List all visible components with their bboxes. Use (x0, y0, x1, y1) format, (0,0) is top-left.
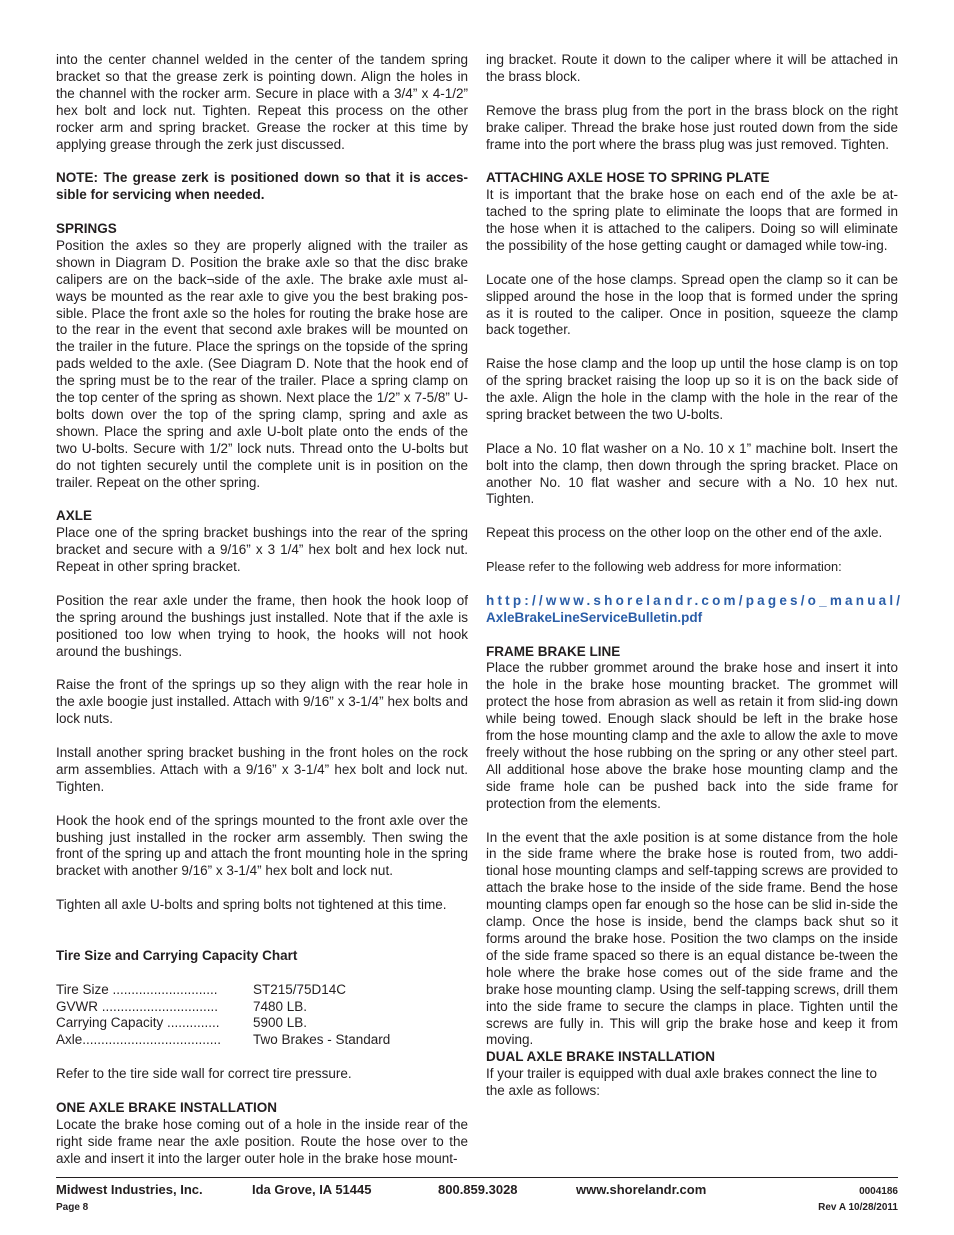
paragraph: In the event that the axle position is at some distance from the hole in the side frame where the brake hose is routed from, two addi-tional hose mounting clamps and self-tapping screws are provided to attach the brake hose to the inside of the side frame. Bend the hose mounting clamps open far enough so the hose can be slid in-side the clamp. Once the hose is inside, bend the clamps back shut so it forms around the brake hose. Position the two clamps on the inside of the side frame spaced so there is an equal distance be-tween the hole where the brake hose comes out of the side frame and the brake hose mounting clamp. Using the self-tapping screws, drill them into the side frame to secure the clamps in place. Tighten until the screws are fully in. This will grip the brake hose and keep it from moving. (486, 829, 899, 1048)
dual-axle-heading: DUAL AXLE BRAKE INSTALLATION (486, 1049, 715, 1065)
paragraph: into the center channel welded in the center of the tandem spring bracket so that the grease zerk is pointing down. Align the holes in the channel with the rocker arm. Secure in place with a 3/4” x 4-1/2” hex bolt and lock nut. Tighten. Repeat this process on the other rocker arm and spring bracket. Grease the rocker at this time by applying grease through the zerk just discussed. (56, 52, 468, 152)
paragraph: Position the axles so they are properly aligned with the trailer as shown in Diagram D. Position the brake axle so that the disc brake calipers are on the back¬side of the axle. The brake axle must al-ways be mounted as the rear axle to give you the best braking pos-sible. Place the front axle so the holes for routing the brake hose are to the rear in the event that second axle brakes will be mounted on the trailer in the future. Place the springs on the topside of the spring pads welded to the axle. (See Diagram D. Note that the hook end of the spring must be to the rear of the trailer. Place a spring clamp on the top center of the spring as shown. Next place the 1/2” x 7-5/8” U-bolts down over the top of the spring clamp, spring and axle as shown. Place the spring and axle U-bolt plate onto the ends of the two U-bolts. Secure with 1/2” lock nuts. Thread onto the U-bolts but do not tighten securely until the complete unit is in position on the trailer. Repeat on the other spring. (56, 237, 468, 490)
spec-label: Tire Size ............................ (56, 981, 218, 997)
spec-row (56, 982, 468, 999)
spec-label: Carrying Capacity .............. (56, 1015, 220, 1031)
paragraph: Please refer to the following web address for more information: (486, 559, 842, 575)
paragraph: Locate the brake hose coming out of a hole in the inside rear of the right side frame near the axle position. Route the hose over to the axle and insert it into the larger outer hole in the brake hose mount- (56, 1116, 468, 1166)
paragraph: Install another spring bracket bushing in the front holes on the rock arm assemblies. Attach with a 9/16” x 3-1/4” hex bolt and lock nut. Tighten. (56, 745, 468, 794)
one-axle-heading: ONE AXLE BRAKE INSTALLATION (56, 1099, 277, 1115)
right-column (486, 52, 904, 1117)
spec-label: Axle..................................... (56, 1032, 222, 1048)
spec-value: 7480 LB. (253, 998, 308, 1014)
spec-value: ST215/75D14C (253, 981, 347, 997)
axle-heading: AXLE (56, 508, 93, 524)
frame-brake-heading: FRAME BRAKE LINE (486, 643, 621, 659)
link-line[interactable]: http://www.shorelandr.com/pages/o_manual/ (486, 592, 904, 608)
tire-chart-heading: Tire Size and Carrying Capacity Chart (56, 947, 298, 963)
paragraph: Position the rear axle under the frame, then hook the hook loop of the spring around the bushings just installed. Note that if the axle is positioned too low when trying to hook, the hooks will not hook around the bushings. (56, 592, 468, 659)
web-link[interactable] (486, 592, 904, 627)
footer-company: Midwest Industries, Inc. (56, 1182, 203, 1197)
footer-divider (56, 1177, 898, 1178)
footer-city: Ida Grove, IA 51445 (252, 1182, 372, 1197)
paragraph: Place one of the spring bracket bushings into the rear of the spring bracket and secure with a 9/16” x 3 1/4” hex bolt and hex lock nut. Repeat in other spring bracket. (56, 525, 468, 575)
spec-row (56, 1032, 468, 1049)
paragraph: If your trailer is equipped with dual axle brakes connect the line to the axle as follows: (486, 1066, 877, 1099)
paragraph: Repeat this process on the other loop on the other end of the axle. (486, 525, 883, 541)
paragraph: It is important that the brake hose on each end of the axle be at-tached to the spring plate to eliminate the loops that are formed in the hose when it is attached to the calipers. Doing so will eliminate the possibility of the hose getting caught or damaged while tow-ing. (486, 187, 898, 253)
paragraph: Locate one of the hose clamps. Spread open the clamp so it can be slipped around the hose in the loop that is formed under the spring as it is routed to the caliper. Once in position, squeeze the clamp back together. (486, 271, 898, 338)
spec-label: GVWR ............................... (56, 998, 219, 1014)
spec-value: 5900 LB. (253, 1015, 308, 1031)
paragraph: Remove the brass plug from the port in the brass block on the right brake caliper. Thread the brake hose just routed down from the side frame into the port where the brass plug was just removed. Tighten. (486, 102, 898, 152)
left-column (56, 52, 468, 1185)
paragraph: Raise the hose clamp and the loop up until the hose clamp is on top of the spring bracket raising the loop up so it is on the back side of the axle. Align the hole in the clamp with the hole in the rear of the spring bracket between the two U-bolts. (486, 356, 898, 422)
paragraph: Refer to the tire side wall for correct tire pressure. (56, 1066, 352, 1082)
footer-website: www.shorelandr.com (576, 1182, 707, 1197)
paragraph: ing bracket. Route it down to the caliper where it will be attached in the brass block. (486, 52, 898, 84)
spec-value: Two Brakes - Standard (253, 1032, 391, 1048)
spacer (56, 931, 468, 948)
footer-doc-number: 0004186 (859, 1186, 898, 1197)
paragraph: Tighten all axle U-bolts and spring bolts not tightened at this time. (56, 897, 447, 913)
footer-revision: Rev A 10/28/2011 (818, 1202, 898, 1213)
paragraph: Place the rubber grommet around the brake hose and insert it into the hole in the brake hose mounting bracket. The grommet will protect the hose from abrasion as well as retain it from slid-ing down while being towed. Enough slack should be left in the brake hose from the hose mounting clamp and the axle to allow the axle to move freely without the hose rubbing on the spring or any other steel part. All additional hose above the brake hose mounting clamp and the side frame hole can be pushed back into the side frame for protection from the elements. (486, 660, 898, 811)
spec-row (56, 999, 468, 1016)
link-line[interactable]: AxleBrakeLineServiceBulletin.pdf (486, 609, 703, 625)
spec-row (56, 1015, 468, 1032)
attach-heading: ATTACHING AXLE HOSE TO SPRING PLATE (486, 170, 770, 186)
paragraph: Place a No. 10 flat washer on a No. 10 x 1” machine bolt. Insert the bolt into the clamp, then down through the spring bracket. Place on another No. 10 flat washer and secure with a No. 10 hex nut. Tighten. (486, 440, 898, 507)
tire-spec-table (56, 982, 468, 1050)
paragraph: Hook the hook end of the springs mounted to the front axle over the bushing just installed in the rocker arm assembly. Then swing the front of the spring up and attach the front mounting hole in the spring bracket with another 9/16” x 3-1/4” hex bolt and lock nut. (56, 812, 468, 879)
footer-phone: 800.859.3028 (438, 1182, 518, 1197)
footer-page-number: Page 8 (56, 1202, 89, 1213)
paragraph: Raise the front of the springs up so they align with the rear hole in the axle boogie just installed. Attach with 9/16” x 3-1/4” hex bolts and lock nuts. (56, 677, 468, 727)
note-paragraph: NOTE: The grease zerk is positioned down so that it is acces-sible for servicing when needed. (56, 170, 468, 203)
springs-heading: SPRINGS (56, 221, 117, 237)
